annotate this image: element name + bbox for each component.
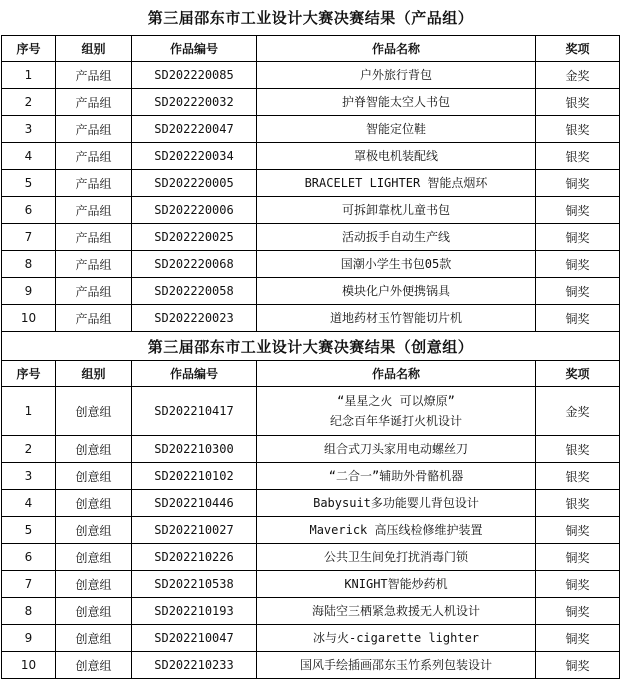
- table-row: [2, 197, 620, 224]
- row-group: 产品组: [56, 305, 132, 332]
- row-index: 8: [2, 598, 56, 625]
- row-index: 5: [2, 517, 56, 544]
- row-group: 产品组: [56, 143, 132, 170]
- table-row: [2, 143, 620, 170]
- entry-name-line: 纪念百年华诞打火机设计: [329, 414, 462, 428]
- row-entry-name: [257, 544, 536, 571]
- row-award: 银奖: [536, 463, 620, 490]
- entry-name-line: 智能定位鞋: [365, 122, 426, 136]
- column-header-group: 组别: [56, 36, 132, 62]
- row-index: 3: [2, 463, 56, 490]
- row-entry-name: [257, 571, 536, 598]
- column-header-award: 奖项: [536, 36, 620, 62]
- row-index: 3: [2, 116, 56, 143]
- row-award: 铜奖: [536, 652, 620, 679]
- table-row: [2, 571, 620, 598]
- row-award: 铜奖: [536, 571, 620, 598]
- row-award: 银奖: [536, 490, 620, 517]
- table-row: [2, 278, 620, 305]
- row-award: 金奖: [536, 62, 620, 89]
- row-index: 2: [2, 436, 56, 463]
- entry-name-line: Maverick 高压线检修维护装置: [309, 523, 483, 537]
- row-award: 铜奖: [536, 197, 620, 224]
- table-row: [2, 224, 620, 251]
- row-award: 铜奖: [536, 517, 620, 544]
- row-index: 10: [2, 305, 56, 332]
- row-award: 银奖: [536, 89, 620, 116]
- product-section-title-row: [2, 0, 620, 36]
- row-award: 铜奖: [536, 251, 620, 278]
- row-entry-code: SD202210226: [132, 544, 257, 571]
- row-index: 5: [2, 170, 56, 197]
- entry-name-line: “二合一”辅助外骨骼机器: [328, 469, 464, 483]
- row-award: 铜奖: [536, 305, 620, 332]
- column-header-name: 作品名称: [257, 36, 536, 62]
- row-index: 9: [2, 278, 56, 305]
- row-entry-code: SD202220006: [132, 197, 257, 224]
- column-header-group: 组别: [56, 361, 132, 387]
- row-group: 产品组: [56, 62, 132, 89]
- table-row: [2, 652, 620, 679]
- row-entry-code: SD202210233: [132, 652, 257, 679]
- row-group: 创意组: [56, 598, 132, 625]
- results-sheet: [1, 0, 619, 679]
- row-award: 铜奖: [536, 544, 620, 571]
- row-entry-code: SD202210193: [132, 598, 257, 625]
- section-title: 第三届邵东市工业设计大赛决赛结果（创意组）: [2, 332, 620, 361]
- row-entry-code: SD202210027: [132, 517, 257, 544]
- entry-name-line: KNIGHT智能炒药机: [344, 577, 448, 591]
- row-entry-code: SD202220085: [132, 62, 257, 89]
- row-entry-name: [257, 170, 536, 197]
- entry-name-line: 冰与火-cigarette lighter: [312, 631, 480, 645]
- table-row: [2, 517, 620, 544]
- row-award: 银奖: [536, 143, 620, 170]
- column-header-award: 奖项: [536, 361, 620, 387]
- row-entry-name: [257, 652, 536, 679]
- row-entry-name: [257, 278, 536, 305]
- row-award: 铜奖: [536, 625, 620, 652]
- row-entry-code: SD202210538: [132, 571, 257, 598]
- table-row: [2, 62, 620, 89]
- entry-name-line: Babysuit多功能婴儿背包设计: [313, 496, 479, 510]
- table-row: [2, 251, 620, 278]
- table-row: [2, 170, 620, 197]
- row-entry-code: SD202210300: [132, 436, 257, 463]
- entry-name-line: 模块化户外便携锅具: [341, 284, 450, 298]
- row-group: 产品组: [56, 224, 132, 251]
- row-entry-name: [257, 116, 536, 143]
- entry-name-line: 罩极电机装配线: [353, 149, 438, 163]
- table-row: [2, 598, 620, 625]
- row-entry-code: SD202220005: [132, 170, 257, 197]
- row-entry-name: [257, 436, 536, 463]
- row-entry-name: [257, 251, 536, 278]
- row-group: 创意组: [56, 625, 132, 652]
- row-group: 创意组: [56, 652, 132, 679]
- row-entry-code: SD202210102: [132, 463, 257, 490]
- row-index: 7: [2, 224, 56, 251]
- entry-name-line: 可拆卸靠枕儿童书包: [341, 203, 450, 217]
- row-index: 6: [2, 197, 56, 224]
- entry-name-line: “星星之火 可以燎原”: [337, 394, 455, 408]
- row-index: 4: [2, 490, 56, 517]
- row-index: 6: [2, 544, 56, 571]
- row-entry-code: SD202220068: [132, 251, 257, 278]
- row-group: 产品组: [56, 197, 132, 224]
- row-group: 创意组: [56, 490, 132, 517]
- entry-name-line: BRACELET LIGHTER 智能点烟环: [304, 176, 488, 190]
- row-entry-name: [257, 224, 536, 251]
- row-entry-name: [257, 387, 536, 436]
- row-group: 创意组: [56, 571, 132, 598]
- row-group: 创意组: [56, 463, 132, 490]
- row-group: 产品组: [56, 251, 132, 278]
- row-entry-code: SD202220023: [132, 305, 257, 332]
- table-row: [2, 490, 620, 517]
- row-award: 银奖: [536, 116, 620, 143]
- row-entry-code: SD202220032: [132, 89, 257, 116]
- row-group: 产品组: [56, 278, 132, 305]
- row-entry-code: SD202210047: [132, 625, 257, 652]
- column-header-idx: 序号: [2, 36, 56, 62]
- row-entry-name: [257, 89, 536, 116]
- row-award: 金奖: [536, 387, 620, 436]
- row-index: 8: [2, 251, 56, 278]
- table-row: [2, 116, 620, 143]
- table-row: [2, 463, 620, 490]
- table-row: [2, 387, 620, 436]
- row-entry-name: [257, 305, 536, 332]
- row-entry-code: SD202220025: [132, 224, 257, 251]
- entry-name-line: 公共卫生间免打扰消毒门锁: [323, 550, 468, 564]
- entry-name-line: 海陆空三栖紧急救援无人机设计: [311, 604, 480, 618]
- row-group: 产品组: [56, 89, 132, 116]
- entry-name-line: 国潮小学生书包05款: [340, 257, 452, 271]
- column-header-idx: 序号: [2, 361, 56, 387]
- row-group: 产品组: [56, 116, 132, 143]
- row-index: 4: [2, 143, 56, 170]
- row-index: 7: [2, 571, 56, 598]
- table-header-row: [2, 361, 620, 387]
- row-group: 创意组: [56, 544, 132, 571]
- row-entry-name: [257, 517, 536, 544]
- row-entry-name: [257, 463, 536, 490]
- row-award: 铜奖: [536, 278, 620, 305]
- table-row: [2, 544, 620, 571]
- row-entry-code: SD202220034: [132, 143, 257, 170]
- entry-name-line: 国风手绘插画邵东玉竹系列包装设计: [299, 658, 492, 672]
- creative-section-title-row: [2, 332, 620, 361]
- row-award: 铜奖: [536, 170, 620, 197]
- table-row: [2, 305, 620, 332]
- entry-name-line: 护脊智能太空人书包: [341, 95, 450, 109]
- row-entry-name: [257, 625, 536, 652]
- table-header-row: [2, 36, 620, 62]
- row-index: 1: [2, 387, 56, 436]
- row-award: 银奖: [536, 436, 620, 463]
- entry-name-line: 户外旅行背包: [359, 68, 432, 82]
- row-entry-code: SD202220058: [132, 278, 257, 305]
- row-group: 创意组: [56, 436, 132, 463]
- row-index: 2: [2, 89, 56, 116]
- entry-name-line: 活动扳手自动生产线: [341, 230, 450, 244]
- row-entry-name: [257, 62, 536, 89]
- column-header-code: 作品编号: [132, 36, 257, 62]
- table-row: [2, 625, 620, 652]
- row-entry-name: [257, 598, 536, 625]
- column-header-name: 作品名称: [257, 361, 536, 387]
- entry-name-line: 组合式刀头家用电动螺丝刀: [323, 442, 468, 456]
- table-row: [2, 436, 620, 463]
- row-entry-name: [257, 197, 536, 224]
- table-row: [2, 89, 620, 116]
- section-title: 第三届邵东市工业设计大赛决赛结果（产品组）: [147, 9, 474, 27]
- row-group: 创意组: [56, 517, 132, 544]
- row-index: 1: [2, 62, 56, 89]
- entry-name-line: 道地药材玉竹智能切片机: [329, 311, 462, 325]
- row-entry-name: [257, 490, 536, 517]
- row-entry-code: SD202210446: [132, 490, 257, 517]
- row-entry-code: SD202210417: [132, 387, 257, 436]
- column-header-code: 作品编号: [132, 361, 257, 387]
- row-index: 9: [2, 625, 56, 652]
- row-entry-code: SD202220047: [132, 116, 257, 143]
- row-index: 10: [2, 652, 56, 679]
- row-group: 产品组: [56, 170, 132, 197]
- row-entry-name: [257, 143, 536, 170]
- row-award: 铜奖: [536, 224, 620, 251]
- row-award: 铜奖: [536, 598, 620, 625]
- row-group: 创意组: [56, 387, 132, 436]
- results-table: [1, 0, 620, 679]
